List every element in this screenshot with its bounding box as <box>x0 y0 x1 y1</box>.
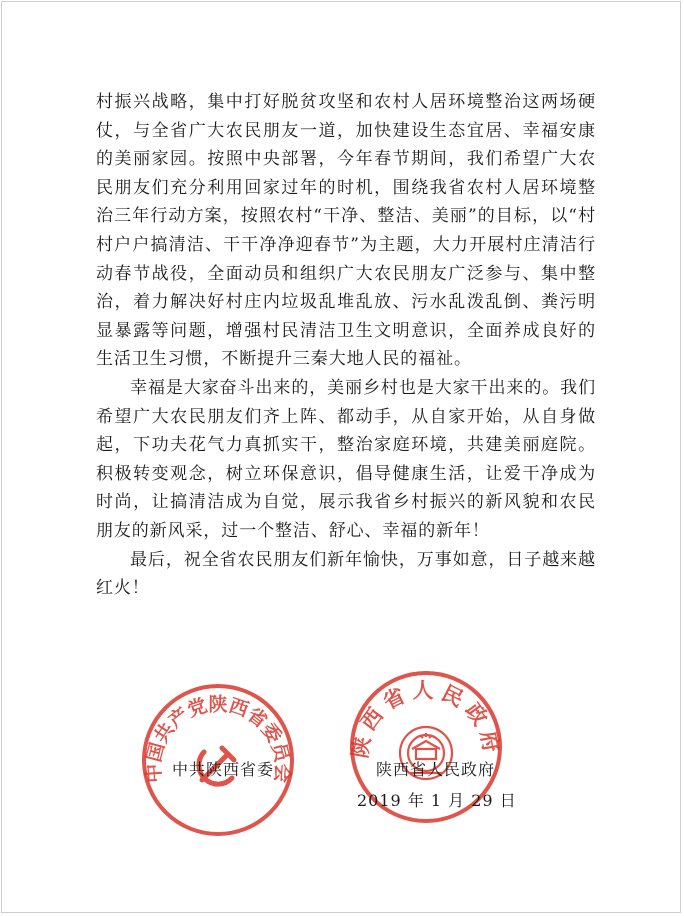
paragraph-1: 村振兴战略，集中打好脱贫攻坚和农村人居环境整治这两场硬仗，与全省广大农民朋友一道，加快建设生态宜居、幸福安康的美丽家园。按照中央部署，今年春节期间，我们希望广大农民朋友们充分利用回家过年的时机，围绕我省农村人居环境整治三年行动方案，按照农村“干净、整洁、美丽”的目标，以“村村户户搞清洁、干干净净迎春节”为主题，大力开展村庄清洁行动春节战役，全面动员和组织广大农民朋友广泛参与、集中整治，着力解决好村庄内垃圾乱堆乱放、污水乱泼乱倒、粪污明显暴露等问题，增强村民清洁卫生文明意识，全面养成良好的生活卫生习惯，不断提升三秦大地人民的福祉。 <box>96 92 596 370</box>
paragraph-3: 最后，祝全省农民朋友们新年愉快，万事如意，日子越来越红火！ <box>96 549 596 599</box>
signature-date: 2019 年 1 月 29 日 <box>357 791 517 810</box>
right-seal-text: 陕西省人民政府 <box>347 678 505 760</box>
paragraph-2: 幸福是大家奋斗出来的，美丽乡村也是大家干出来的。我们希望广大农民朋友们齐上阵、都动手，从自家开始，从自身做起，下功夫花气力真抓实干，整治家庭环境，共建美丽庭院。积极转变观念，树立环保意识，倡导健康生活，让爱干净成为时尚，让搞清洁成为自觉，展示我省乡村振兴的新风貌和农民朋友的新风采，过一个整洁、舒心、幸福的新年！ <box>96 377 596 541</box>
document-body <box>96 88 596 603</box>
signature-provincial-government: 陕西省人民政府 <box>376 760 496 779</box>
signature-party-committee: 中共陕西省委 <box>172 760 275 779</box>
left-seal-text: 中国共产党陕西省委员会 <box>142 693 294 784</box>
